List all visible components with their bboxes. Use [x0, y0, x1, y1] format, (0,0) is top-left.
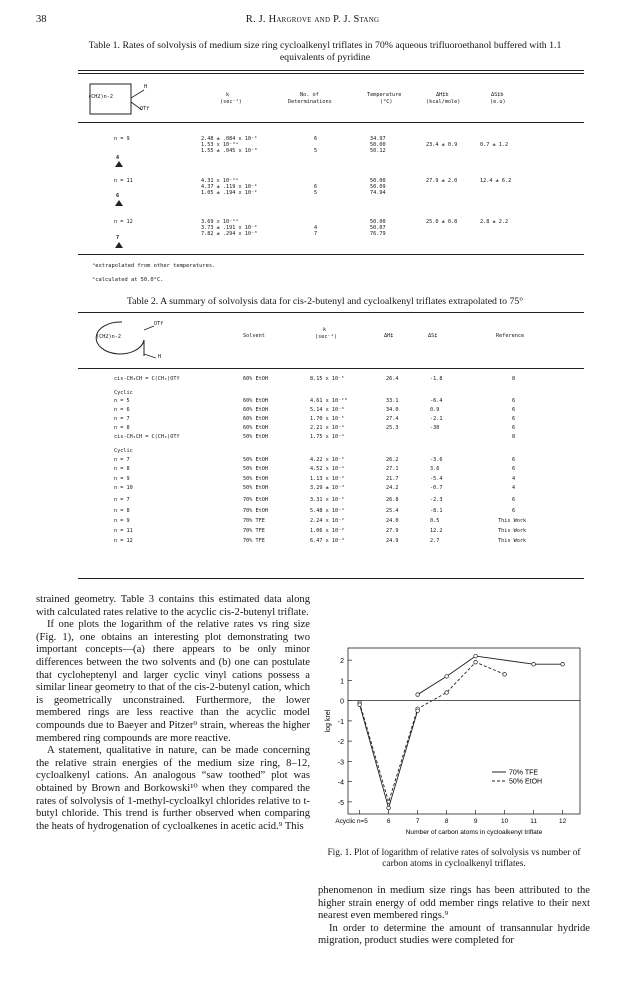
t1-r1-d3: 5 — [314, 148, 318, 154]
t1-r1-dh: 23.4 ± 0.9 — [426, 142, 458, 148]
table1-top-rule — [78, 70, 584, 71]
page-number: 38 — [36, 14, 47, 25]
t2-col-ds: ΔS‡ — [428, 333, 438, 339]
t1-r3-cmpd: 7 — [116, 235, 120, 241]
t2-row-label: n = 7 — [114, 497, 130, 503]
table2-header-rule — [78, 368, 584, 369]
t1-r2-d3: 5 — [314, 190, 318, 196]
data-point — [387, 806, 391, 810]
t1-r1-n: n = 9 — [114, 136, 130, 142]
t1-col-dh-unit: (kcal/mole) — [426, 99, 461, 105]
t2-row-ref: This Work — [498, 518, 527, 524]
left-para-3: A statement, qualitative in nature, can be made concerning the relative strain energies of the medium size ring, 8–12, cycloalkenyl cations. An analogous “saw toothed” plot was obtained by Brown and Borkowski¹⁰ when they compared the rates of solvolysis of 1-methyl-cycloalkyl chlorides relative to t-butyl chloride. This trend is further observed when comparing the heats of hydrogenation of cycloalkenes in acetic acid.⁹ This — [36, 745, 310, 832]
t1-col-det2: Determinations — [288, 99, 332, 105]
t2-row-label: n = 8 — [114, 425, 130, 431]
table2-bottom-rule — [78, 578, 584, 579]
t2-row-label: n = 8 — [114, 466, 130, 472]
t2-row-ds: -1.8 — [430, 376, 443, 382]
left-para-1: strained geometry. Table 3 contains this estimated data along with calculated rates relative to the acyclic cis-2-butenyl triflate. — [36, 594, 310, 618]
t1-r3-cmpd-icon — [114, 241, 124, 249]
t2-row-label: n = 8 — [114, 508, 130, 514]
t2-row-solvent: 60% EtOH — [243, 416, 268, 422]
t2-row-ds: -2.1 — [430, 416, 443, 422]
t2-row-ref: 6 — [512, 457, 516, 463]
t2-row-solvent: 50% EtOH — [243, 466, 268, 472]
t2-row-k: 3.29 ± 10⁻³ — [310, 485, 345, 491]
x-tick-label: 11 — [530, 818, 537, 825]
t2-row-dh: 21.7 — [386, 476, 399, 482]
t2-row-ref: 6 — [512, 398, 516, 404]
t1-r1-k1: 2.48 ± .084 x 10⁻⁴ — [201, 136, 258, 142]
y-tick-label: 0 — [340, 698, 344, 706]
t2-row-ref: 6 — [512, 407, 516, 413]
x-tick-label: 6 — [386, 818, 391, 825]
t2-row-label: n = 9 — [114, 518, 130, 524]
t1-r2-ds: 12.4 ± 6.2 — [480, 178, 512, 184]
t1-r2-t1: 50.00 — [370, 178, 386, 184]
t2-row-k: 2.24 x 10⁻² — [310, 518, 345, 524]
t1-r3-n: n = 12 — [114, 219, 133, 225]
t2-row-solvent: 70% EtOH — [243, 508, 268, 514]
t2-row-ref: 8 — [512, 434, 516, 440]
t2-row-solvent: 60% EtOH — [243, 425, 268, 431]
table1-ring-label: (CH2)n-2 — [88, 94, 113, 100]
t1-footnote-b: ᵇcalculated at 50.0°C. — [92, 277, 164, 283]
t1-r3-t3: 76.79 — [370, 231, 386, 237]
t2-row-dh: 34.0 — [386, 407, 399, 413]
t2-row-solvent: 50% EtOH — [243, 434, 268, 440]
t2-row-k: 5.48 x 10⁻⁴ — [310, 508, 345, 514]
t2-row-k: 3.31 x 10⁻⁵ — [310, 497, 345, 503]
t1-r1-d1: 6 — [314, 136, 318, 142]
t1-r3-k2: 3.73 ± .191 x 10⁻⁴ — [201, 225, 258, 231]
t2-row-k: 4.61 x 10⁻¹⁰ — [310, 398, 348, 404]
t2-row-label: n = 10 — [114, 485, 133, 491]
t1-r2-cmpd: 6 — [116, 193, 120, 199]
t2-row-k: 1.75 x 10⁻⁴ — [310, 434, 345, 440]
t2-row-k: 2.21 x 10⁻⁴ — [310, 425, 345, 431]
table2-top-rule — [78, 312, 584, 313]
data-point — [474, 660, 478, 664]
t2-row-solvent: 70% TFE — [243, 538, 265, 544]
t2-row-ds: 3.6 — [430, 466, 440, 472]
data-point — [416, 693, 420, 697]
t1-r3-t2: 50.07 — [370, 225, 386, 231]
t1-r2-n: n = 11 — [114, 178, 133, 184]
t2-row-ref: 6 — [512, 508, 516, 514]
t2-row-k: 8.15 x 10⁻⁵ — [310, 376, 345, 382]
x-tick-label: 10 — [501, 818, 509, 825]
t2-row-ds: -8.1 — [430, 508, 443, 514]
t2-row-dh: 25.3 — [386, 425, 399, 431]
y-tick-label: -4 — [337, 779, 344, 787]
running-header — [0, 14, 625, 28]
x-tick-label: Acyclic n=5 — [335, 818, 368, 825]
t2-row-solvent: 50% EtOH — [243, 485, 268, 491]
t2-row-dh: 24.9 — [386, 538, 399, 544]
t1-r3-k1: 3.69 x 10⁻⁴ᵃ — [201, 219, 239, 225]
table2-caption: Table 2. A summary of solvolysis data for cis-2-butenyl and cycloalkenyl triflates extrapolated to 75° — [126, 296, 524, 307]
t1-r2-k2: 4.37 ± .119 x 10⁻⁴ — [201, 184, 258, 190]
table2-otf-label: OTf — [154, 321, 164, 327]
t2-row-ref: This Work — [498, 528, 527, 534]
t1-r2-t3: 74.94 — [370, 190, 386, 196]
t1-col-temp: Temperature — [367, 92, 402, 98]
t1-r1-ds: 0.7 ± 1.2 — [480, 142, 509, 148]
left-para-2: If one plots the logarithm of the relative rates vs ring size (Fig. 1), one obtains an interesting plot demonstrating two important concepts—(a) there appears to be only minor differences between the two solvents and (b) one can postulate that cycloheptenyl and larger cyclic vinyl cations possess a similar linear geometry to that of the cis-2-butenyl cation, which is geometrically unconstrained. Furthermore, the lower membered rings are less reactive than the acyclic model compounds due to Baeyer and Pitzer⁹ strain, whereas the higher membered ring compounds are more reactive. — [36, 619, 310, 744]
plot-frame — [348, 648, 580, 814]
y-tick-label: -1 — [337, 718, 344, 726]
data-point — [416, 709, 420, 713]
table1-bottom-rule — [78, 254, 584, 255]
data-point — [445, 691, 449, 695]
t2-row-label: n = 7 — [114, 457, 130, 463]
t2-row-label: n = 6 — [114, 407, 130, 413]
table2-ring-label: (CH2)n-2 — [96, 334, 121, 340]
y-tick-label: 1 — [340, 678, 344, 686]
t2-row-solvent: 50% EtOH — [243, 476, 268, 482]
x-tick-label: 9 — [473, 818, 478, 825]
t2-row-dh: 26.2 — [386, 457, 399, 463]
t2-row-k: 1.13 x 10⁻² — [310, 476, 345, 482]
t2-row-label: n = 9 — [114, 476, 130, 482]
table1-caption: Table 1. Rates of solvolysis of medium size ring cycloalkenyl triflates in 70% aqueous trifluoroethanol buffered with 1.1 equivalents of pyridine — [88, 40, 562, 63]
t1-col-ds-unit: (e.u) — [490, 99, 506, 105]
x-tick-label: 7 — [415, 818, 420, 825]
t2-col-k: k — [323, 327, 327, 333]
t2-col-k-unit: (sec⁻¹) — [315, 334, 337, 340]
t1-col-k-unit: (sec⁻¹) — [220, 99, 242, 105]
t2-row-ref: 4 — [512, 476, 516, 482]
t1-r1-k2: 1.53 x 10⁻³ᵃ — [201, 142, 239, 148]
t2-row-ds: 12.2 — [430, 528, 443, 534]
data-point — [503, 673, 507, 677]
t2-row-label: cis-CH₃CH = C(CH₃)OTf — [114, 434, 180, 440]
figure-1-plot — [318, 642, 588, 842]
t2-col-dh: ΔH‡ — [384, 333, 394, 339]
t1-r3-d2: 4 — [314, 225, 318, 231]
t2-row-solvent: 60% EtOH — [243, 407, 268, 413]
t2-row-ds: 0.9 — [430, 407, 440, 413]
table1-structure — [86, 80, 148, 122]
t1-r1-t1: 34.97 — [370, 136, 386, 142]
data-point — [561, 662, 565, 666]
x-tick-label: 12 — [559, 818, 567, 825]
t2-row-ref: 6 — [512, 497, 516, 503]
t1-r3-dh: 25.0 ± 0.8 — [426, 219, 458, 225]
right-para-1: phenomenon in medium size rings has been attributed to the higher strain energy of odd member rings relative to their next nearest even membered rings.⁹ — [318, 885, 590, 922]
t2-row-ds: -3.6 — [430, 457, 443, 463]
t1-r1-cmpd: 4 — [116, 155, 120, 161]
series-line-0 — [418, 656, 563, 694]
data-point — [532, 662, 536, 666]
x-tick-label: 8 — [444, 818, 449, 825]
y-axis-label: log krel — [325, 709, 332, 733]
t2-row-k: 1.06 x 10⁻² — [310, 528, 345, 534]
t1-r1-k3: 1.55 ± .045 x 10⁻³ — [201, 148, 258, 154]
t2-row-ds: 0.5 — [430, 518, 440, 524]
x-axis-label: Number of carbon atoms in cycloalkenyl triflate — [405, 829, 543, 836]
t2-row-ds: -5.4 — [430, 476, 443, 482]
t1-col-temp-unit: (°C) — [380, 99, 393, 105]
table2-h-label: H — [158, 354, 162, 360]
t1-r2-k1: 4.31 x 10⁻⁴ᵃ — [201, 178, 239, 184]
t2-row-solvent: 50% EtOH — [243, 457, 268, 463]
t2-row-ref: 6 — [512, 416, 516, 422]
t1-r2-dh: 27.9 ± 2.0 — [426, 178, 458, 184]
data-point — [358, 703, 362, 707]
figure-1-caption: Fig. 1. Plot of logarithm of relative rates of solvolysis vs number of carbon atoms in cycloalkenyl triflates. — [327, 848, 581, 869]
t2-row-label: Cyclic — [114, 390, 133, 396]
table1-header-rule — [78, 122, 584, 123]
t2-row-solvent: 70% TFE — [243, 528, 265, 534]
t2-row-k: 1.70 x 10⁻⁵ — [310, 416, 345, 422]
t2-row-dh: 26.8 — [386, 497, 399, 503]
t1-col-dh: ΔH‡b — [436, 92, 449, 98]
t2-row-label: n = 5 — [114, 398, 130, 404]
t2-row-ref: 6 — [512, 466, 516, 472]
t2-row-dh: 24.2 — [386, 485, 399, 491]
t2-row-k: 6.47 x 10⁻³ — [310, 538, 345, 544]
t2-col-solvent: Solvent — [243, 333, 265, 339]
t2-row-solvent: 60% EtOH — [243, 376, 268, 382]
data-point — [474, 654, 478, 658]
t1-r2-cmpd-icon — [114, 199, 124, 207]
t1-r1-t3: 50.12 — [370, 148, 386, 154]
t2-row-solvent: 60% EtOH — [243, 398, 268, 404]
t2-row-dh: 24.0 — [386, 518, 399, 524]
t1-r1-t2: 50.00 — [370, 142, 386, 148]
y-tick-label: -2 — [337, 739, 344, 747]
t2-row-dh: 26.4 — [386, 376, 399, 382]
y-tick-label: 2 — [340, 658, 344, 666]
t1-r3-ds: 2.8 ± 2.2 — [480, 219, 509, 225]
data-point — [445, 675, 449, 679]
t1-r1-cmpd-icon — [114, 160, 124, 168]
t1-r2-k3: 1.05 ± .194 x 10⁻² — [201, 190, 258, 196]
t1-col-k: k — [226, 92, 230, 98]
t1-r3-k3: 7.82 ± .294 x 10⁻³ — [201, 231, 258, 237]
t2-row-dh: 25.4 — [386, 508, 399, 514]
t2-row-dh: 33.1 — [386, 398, 399, 404]
t2-row-k: 4.52 x 10⁻⁴ — [310, 466, 345, 472]
t2-row-ref: This Work — [498, 538, 527, 544]
table1-top-rule-2 — [78, 73, 584, 74]
t2-row-label: Cyclic — [114, 448, 133, 454]
t2-row-solvent: 70% EtOH — [243, 497, 268, 503]
t2-row-k: 4.22 x 10⁻⁵ — [310, 457, 345, 463]
t2-row-solvent: 70% TFE — [243, 518, 265, 524]
table1-h-label: H — [144, 84, 148, 90]
t2-row-ds: -6.4 — [430, 398, 443, 404]
t2-row-label: n = 11 — [114, 528, 133, 534]
legend-label-etoh: 50% EtOH — [509, 778, 543, 786]
table1-otf-label: OTf — [140, 106, 150, 112]
y-tick-label: -3 — [337, 759, 344, 767]
t1-r3-d3: 7 — [314, 231, 318, 237]
t2-row-ds: 2.7 — [430, 538, 440, 544]
right-column — [318, 885, 590, 948]
t2-row-ds: -2.3 — [430, 497, 443, 503]
t1-footnote-a: ᵃextrapolated from other temperatures. — [92, 263, 216, 269]
t2-row-ref: 8 — [512, 376, 516, 382]
t2-col-ref: Reference — [496, 333, 525, 339]
t2-row-dh: 27.1 — [386, 466, 399, 472]
t2-row-label: cis-CH₃CH = C(CH₃)OTf — [114, 376, 180, 382]
left-column — [36, 594, 310, 833]
t1-r2-d2: 6 — [314, 184, 318, 190]
t1-r2-t2: 50.09 — [370, 184, 386, 190]
t2-row-ds: -30 — [430, 425, 440, 431]
t2-row-dh: 27.9 — [386, 528, 399, 534]
series-line-2 — [360, 705, 418, 808]
legend-label-tfe: 70% TFE — [509, 769, 539, 777]
t2-row-dh: 27.4 — [386, 416, 399, 422]
t1-col-ds: ΔS‡b — [491, 92, 504, 98]
t2-row-k: 5.14 x 10⁻⁹ — [310, 407, 345, 413]
t2-row-label: n = 12 — [114, 538, 133, 544]
y-tick-label: -5 — [337, 799, 344, 807]
t2-row-label: n = 7 — [114, 416, 130, 422]
running-head: R. J. Hargrove and P. J. Stang — [245, 14, 380, 25]
t2-row-ref: 4 — [512, 485, 516, 491]
right-para-2: In order to determine the amount of transannular hydride migration, product studies were completed for — [318, 922, 590, 947]
t1-col-det: No. of — [300, 92, 319, 98]
t2-row-ds: -0.7 — [430, 485, 443, 491]
t1-r3-t1: 50.00 — [370, 219, 386, 225]
t2-row-ref: 6 — [512, 425, 516, 431]
